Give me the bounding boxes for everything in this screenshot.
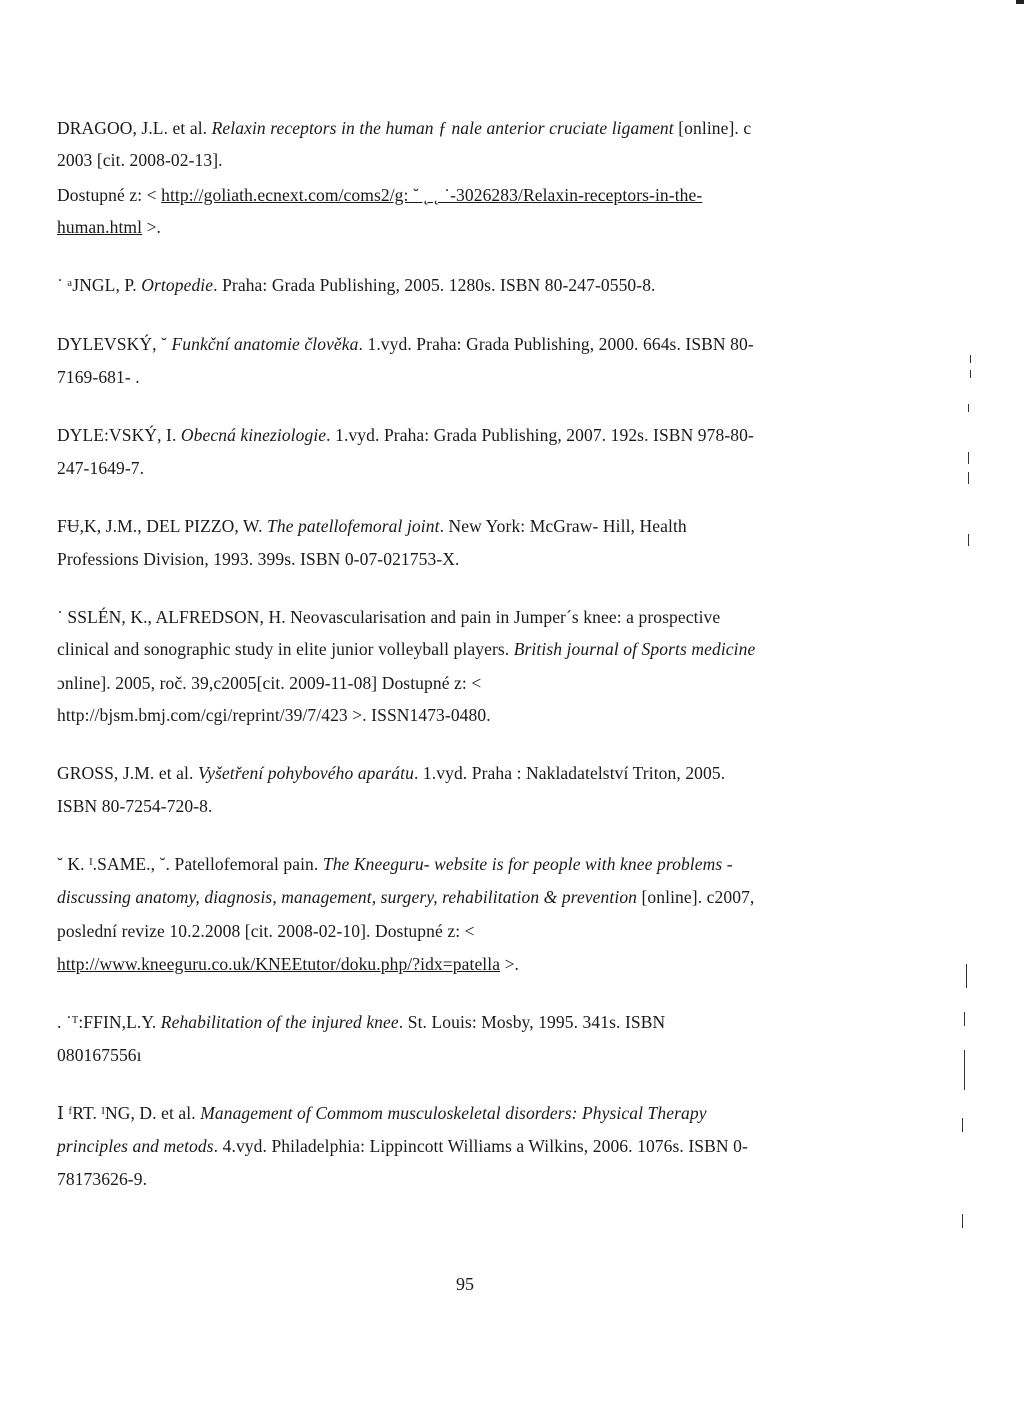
reference-text: . 1.vyd. Praha : Nakladatelství Triton, 2005. bbox=[413, 763, 726, 783]
reference-line bbox=[57, 1011, 665, 1033]
reference-line bbox=[57, 638, 755, 660]
scan-margin-mark bbox=[966, 964, 967, 988]
reference-text: ˙ SSLÉN, K., ALFREDSON, H. Neovascularisation and pain in Jumper´s knee: a prospective bbox=[57, 607, 721, 627]
reference-line bbox=[57, 1168, 147, 1190]
reference-line bbox=[57, 1044, 142, 1066]
scan-corner-mark bbox=[1016, 0, 1024, 4]
reference-text: Ⅰ ᶠRT. ᴵNG, D. et al. bbox=[57, 1103, 201, 1123]
reference-line bbox=[57, 606, 720, 628]
reference-text: FɄ,K, J.M., DEL PIZZO, W. bbox=[57, 516, 268, 536]
reference-title: Rehabilitation of the injured knee bbox=[160, 1012, 399, 1032]
reference-text: ɔnline]. 2005, roč. 39,c2005[cit. 2009-11-08] Dostupné z: < bbox=[57, 673, 482, 693]
reference-line bbox=[57, 548, 459, 570]
reference-title: Funkční anatomie člověka bbox=[171, 334, 359, 354]
scan-margin-mark bbox=[964, 1012, 965, 1026]
reference-line bbox=[57, 274, 656, 296]
reference-text: . 1.vyd. Praha: Grada Publishing, 2000. 664s. ISBN 80- bbox=[358, 334, 754, 354]
reference-line bbox=[57, 886, 754, 908]
reference-line bbox=[57, 1102, 707, 1124]
reference-link[interactable]: http://goliath.ecnext.com/coms2/g: ˘ ˛ ˛ ˙-3026283/Relaxin-receptors-in-the- bbox=[161, 185, 703, 205]
reference-line bbox=[57, 762, 725, 784]
reference-line bbox=[57, 333, 754, 355]
reference-line bbox=[57, 795, 213, 817]
reference-text: http://bjsm.bmj.com/cgi/reprint/39/7/423 >. ISSN1473-0480. bbox=[57, 705, 491, 725]
reference-title: discussing anatomy, diagnosis, management, surgery, rehabilitation & prevention bbox=[57, 887, 638, 907]
reference-title: Relaxin receptors in the human ƒ nale anterior cruciate ligament bbox=[211, 118, 674, 138]
reference-text: >. bbox=[500, 954, 520, 974]
reference-text: . St. Louis: Mosby, 1995. 341s. ISBN bbox=[398, 1012, 666, 1032]
scan-margin-mark bbox=[962, 1118, 963, 1132]
reference-title: The patellofemoral joint bbox=[267, 516, 440, 536]
reference-link[interactable]: human.html bbox=[57, 217, 143, 237]
reference-text: 080167556ı bbox=[57, 1045, 142, 1065]
reference-line bbox=[57, 457, 144, 479]
reference-text: DYLE:VSKÝ, I. bbox=[57, 425, 181, 445]
reference-text: ISBN 80-7254-720-8. bbox=[57, 796, 213, 816]
reference-line bbox=[57, 1135, 748, 1157]
reference-line bbox=[57, 953, 519, 975]
reference-text: Dostupné z: < bbox=[57, 185, 162, 205]
reference-text: . 1.vyd. Praha: Grada Publishing, 2007. 192s. ISBN 978-80- bbox=[326, 425, 754, 445]
reference-line bbox=[57, 853, 733, 875]
reference-text: DYLEVSKÝ, ˘ bbox=[57, 334, 172, 354]
scan-margin-mark bbox=[968, 404, 969, 412]
reference-line bbox=[57, 704, 491, 726]
reference-text: [online]. c2007, bbox=[637, 887, 755, 907]
reference-text: . 4.vyd. Philadelphia: Lippincott Williams a Wilkins, 2006. 1076s. ISBN 0- bbox=[213, 1136, 748, 1156]
reference-title: British journal of Sports medicine bbox=[513, 639, 756, 659]
scan-margin-mark bbox=[970, 355, 971, 363]
reference-text: . New York: McGraw- Hill, Health bbox=[439, 516, 687, 536]
reference-title: The Kneeguru- website is for people with knee problems - bbox=[322, 854, 733, 874]
reference-line bbox=[57, 184, 702, 206]
reference-line bbox=[57, 216, 161, 238]
reference-line bbox=[57, 366, 140, 388]
scan-margin-mark bbox=[968, 534, 969, 546]
reference-line bbox=[57, 515, 687, 537]
reference-link[interactable]: http://www.kneeguru.co.uk/KNEEtutor/doku.php/?idx=patella bbox=[57, 954, 501, 974]
reference-line bbox=[57, 149, 223, 171]
reference-title: Ortopedie bbox=[141, 275, 214, 295]
reference-text: Professions Division, 1993. 399s. ISBN 0-07-021753-X. bbox=[57, 549, 460, 569]
scan-margin-mark bbox=[962, 1214, 963, 1228]
reference-line bbox=[57, 117, 751, 139]
scan-margin-mark bbox=[968, 472, 969, 484]
reference-text: clinical and sonographic study in elite junior volleyball players. bbox=[57, 639, 514, 659]
reference-text: DRAGOO, J.L. et al. bbox=[57, 118, 212, 138]
reference-line bbox=[57, 920, 475, 942]
reference-text: ˙ ᵃJNGL, P. bbox=[57, 275, 142, 295]
reference-line bbox=[57, 424, 754, 446]
reference-title: Management of Commom musculoskeletal disorders: Physical Therapy bbox=[200, 1103, 707, 1123]
reference-text: 78173626-9. bbox=[57, 1169, 148, 1189]
reference-text: [online]. c bbox=[673, 118, 752, 138]
reference-title: Vyšetření pohybového aparátu bbox=[197, 763, 414, 783]
reference-text: . Praha: Grada Publishing, 2005. 1280s. ISBN 80-247-0550-8. bbox=[213, 275, 656, 295]
reference-title: Obecná kineziologie bbox=[180, 425, 327, 445]
reference-text: ˘ K. ᴵ.SAME., ˘. Patellofemoral pain. bbox=[57, 854, 323, 874]
reference-text: poslední revize 10.2.2008 [cit. 2008-02-10]. Dostupné z: < bbox=[57, 921, 475, 941]
scan-margin-mark bbox=[964, 1050, 965, 1090]
scan-margin-mark bbox=[968, 452, 969, 464]
reference-text: >. bbox=[142, 217, 162, 237]
scan-margin-mark bbox=[970, 370, 971, 378]
reference-text: GROSS, J.M. et al. bbox=[57, 763, 198, 783]
reference-text: 2003 [cit. 2008-02-13]. bbox=[57, 150, 223, 170]
reference-text: 247-1649-7. bbox=[57, 458, 145, 478]
reference-text: . ˙ᵀ:FFIN,L.Y. bbox=[57, 1012, 161, 1032]
reference-line bbox=[57, 672, 481, 694]
reference-title: principles and metods bbox=[57, 1136, 214, 1156]
reference-text: 7169-681- . bbox=[57, 367, 140, 387]
page-number: 95 bbox=[456, 1274, 474, 1294]
